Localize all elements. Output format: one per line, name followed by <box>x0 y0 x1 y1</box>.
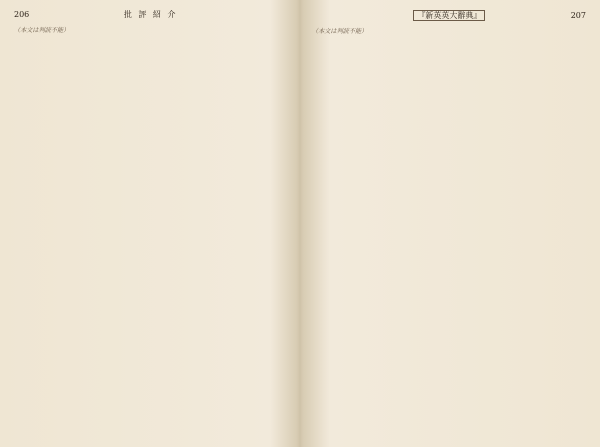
left-body-note: （本文は判読不能） <box>14 27 70 35</box>
left-page-number: 206 <box>14 10 30 19</box>
right-page-body <box>312 27 586 37</box>
left-page-header <box>14 10 288 20</box>
right-page-number: 207 <box>570 11 586 20</box>
right-page <box>300 0 600 447</box>
left-page-body <box>14 26 288 36</box>
right-body-note: （本文は判読不能） <box>312 28 368 36</box>
right-page-header <box>312 10 586 21</box>
right-running-head: 『新英英大辭典』 <box>413 10 485 21</box>
left-header-title: 批 評 紹 介 <box>123 10 178 19</box>
